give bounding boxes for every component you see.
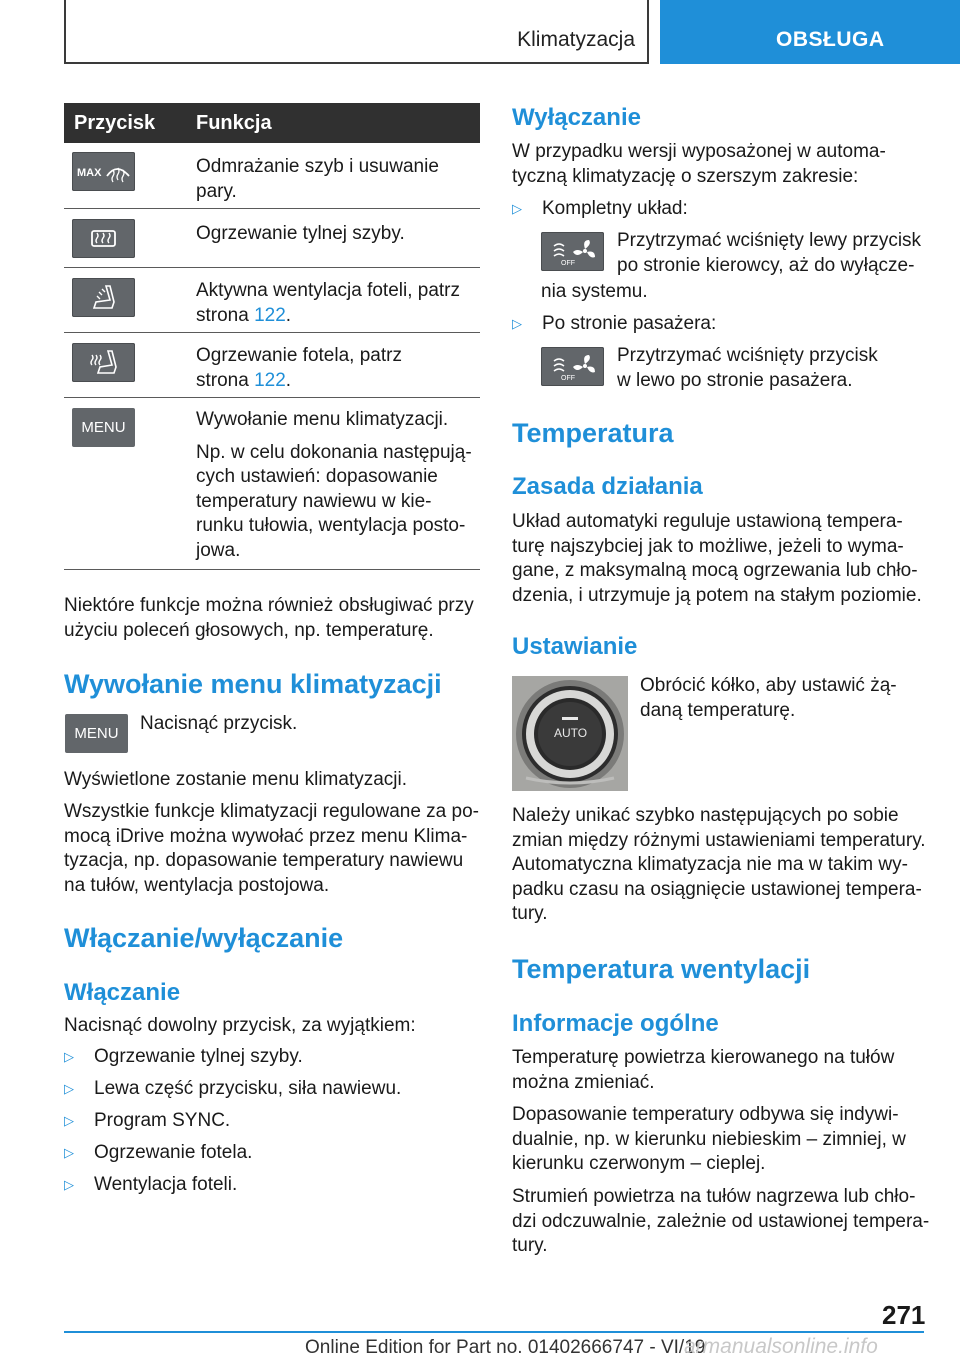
fan-off-button-icon: [541, 232, 604, 271]
seat-heating-icon: [72, 343, 135, 382]
off-paragraph: W przypadku wersji wyposażonej w automa- tyczną klimatyzację o szerszym zakresie:: [512, 141, 886, 187]
heading-on-off: Włączanie/wyłączanie: [64, 923, 344, 953]
function-text: strona 122.: [196, 304, 292, 326]
press-button-text: Nacisnąć przycisk.: [140, 713, 298, 734]
heading-principle: Zasada działania: [512, 473, 703, 500]
page-link[interactable]: 122: [254, 369, 286, 391]
fan-off-button-icon: [541, 347, 604, 386]
menu-button: MENU: [72, 408, 135, 447]
function-text: strona 122.: [196, 369, 292, 391]
all-functions-paragraph: Wszystkie funkcje klimatyzacji regulowane za po- mocą iDrive można wywołać przez menu Klima- tyzacja, np. dopasowanie temperatury nawiewu na tułów, wentylacja postojowa.: [64, 801, 479, 896]
menu-button: MENU: [65, 714, 128, 753]
triangle-bullet-icon: ▷: [64, 1113, 74, 1128]
heading-general-info: Informacje ogólne: [512, 1010, 719, 1037]
b1-text-a: Przytrzymać wciśnięty lewy przycisk po stronie kierowcy, aż do wyłącze-: [617, 230, 922, 276]
table-row: [64, 268, 480, 333]
function-text: Ogrzewanie fotela, patrz: [196, 345, 402, 366]
function-cell: [196, 408, 476, 563]
triangle-bullet-icon: ▷: [64, 1145, 74, 1160]
triangle-bullet-icon: ▷: [512, 316, 522, 331]
b2-text: Przytrzymać wciśnięty przycisk w lewo po stronie pasażera.: [617, 345, 878, 391]
triangle-bullet-icon: ▷: [64, 1049, 74, 1064]
function-text: Wywołanie menu klimatyzacji.: [196, 409, 449, 430]
knob-auto-label: AUTO: [554, 726, 588, 740]
table-row: [64, 143, 480, 209]
watermark-text: armanualsonline.info: [684, 1335, 878, 1358]
triangle-bullet-icon: ▷: [64, 1081, 74, 1096]
header-chapter-title: OBSŁUGA: [776, 28, 885, 51]
footer-divider: [64, 1331, 924, 1333]
function-cell: [196, 222, 476, 247]
principle-paragraph: Układ automatyki reguluje ustawioną tempera- turę najszybciej jak to możliwe, jeżeli to wyma- gane, z maksymalną mocą ogrzewania lub chło- dzenia, i utrzymuje ją potem na stałym poziomie.: [512, 511, 922, 606]
general-paragraph-1: Temperaturę powietrza kierowanego na tułów można zmieniać.: [512, 1047, 895, 1093]
triangle-bullet-icon: ▷: [512, 201, 522, 216]
heading-off: Wyłączanie: [512, 104, 641, 131]
seat-ventilation-icon: [72, 278, 135, 317]
function-text: Odmrażanie szyb i usuwanie: [196, 156, 439, 177]
svg-text:OFF: OFF: [561, 260, 575, 267]
function-text: pary.: [196, 180, 237, 202]
table-row: [64, 333, 480, 398]
header-chapter-tab: [660, 0, 960, 64]
max-defrost-icon: [72, 152, 135, 191]
general-paragraph-2: Dopasowanie temperatury odbywa się indywi- dualnie, np. w kierunku niebieskim – zimniej, w kierunku czerwonym – cieplej.: [512, 1104, 906, 1174]
temperature-knob-image: [512, 676, 628, 791]
footer-edition: Online Edition for Part no. 01402666747 - VI/19: [305, 1337, 706, 1358]
intro-paragraph: Niektóre funkcje można również obsługiwać przy użyciu poleceń głosowych, np. temperaturę.: [64, 595, 474, 641]
function-cell: [196, 155, 476, 204]
column-header-function: Funkcja: [196, 112, 272, 134]
heading-setting: Ustawianie: [512, 633, 638, 660]
button-function-table: [64, 103, 480, 570]
heading-temperature: Temperatura: [512, 418, 674, 448]
page-link[interactable]: 122: [254, 304, 286, 326]
on-text: Nacisnąć dowolny przycisk, za wyjątkiem:: [64, 1015, 416, 1036]
pointing-hand-icon: [0, 0, 26, 28]
setting-text: Obrócić kółko, aby ustawić żą- daną temperaturę.: [640, 675, 897, 721]
general-paragraph-3: Strumień powietrza na tułów nagrzewa lub chło- dzi odczuwalnie, zależnie od ustawionej tempera- tury.: [512, 1186, 930, 1256]
table-row: [64, 398, 480, 570]
table-row: [64, 209, 480, 268]
svg-text:OFF: OFF: [561, 375, 575, 382]
b1-text-b: nia systemu.: [541, 281, 648, 302]
column-header-button: Przycisk: [74, 112, 156, 134]
avoid-paragraph: Należy unikać szybko następujących po sobie zmian między różnymi ustawieniami temperatury. Automatyczna klimatyzacja nie ma w takim wy- padku czasu na osiągnięcie ustawionej tempera- tury.: [512, 805, 926, 924]
menu-shown-text: Wyświetlone zostanie menu klimatyzacji.: [64, 769, 408, 790]
heading-vent-temperature: Temperatura wentylacji: [512, 954, 811, 984]
rear-window-heating-icon: [72, 219, 135, 258]
function-text: Np. w celu dokonania następują- cych ustawień: dopasowanie temperatury nawiewu w kie- runku tułowia, wentylacja posto- jowa.: [196, 441, 472, 561]
header-section-title: Klimatyzacja: [517, 28, 635, 51]
svg-text:MAX: MAX: [77, 167, 102, 179]
function-cell: [196, 279, 476, 328]
header-section-box: [64, 0, 649, 64]
page-number: 271: [882, 1300, 926, 1330]
function-text: Aktywna wentylacja foteli, patrz: [196, 280, 461, 301]
function-text: Ogrzewanie tylnej szyby.: [196, 223, 405, 244]
heading-climate-menu: Wywołanie menu klimatyzacji: [64, 669, 442, 699]
table-header: [64, 103, 480, 143]
heading-on: Włączanie: [64, 979, 181, 1006]
triangle-bullet-icon: ▷: [64, 1177, 74, 1192]
function-cell: [196, 344, 476, 393]
